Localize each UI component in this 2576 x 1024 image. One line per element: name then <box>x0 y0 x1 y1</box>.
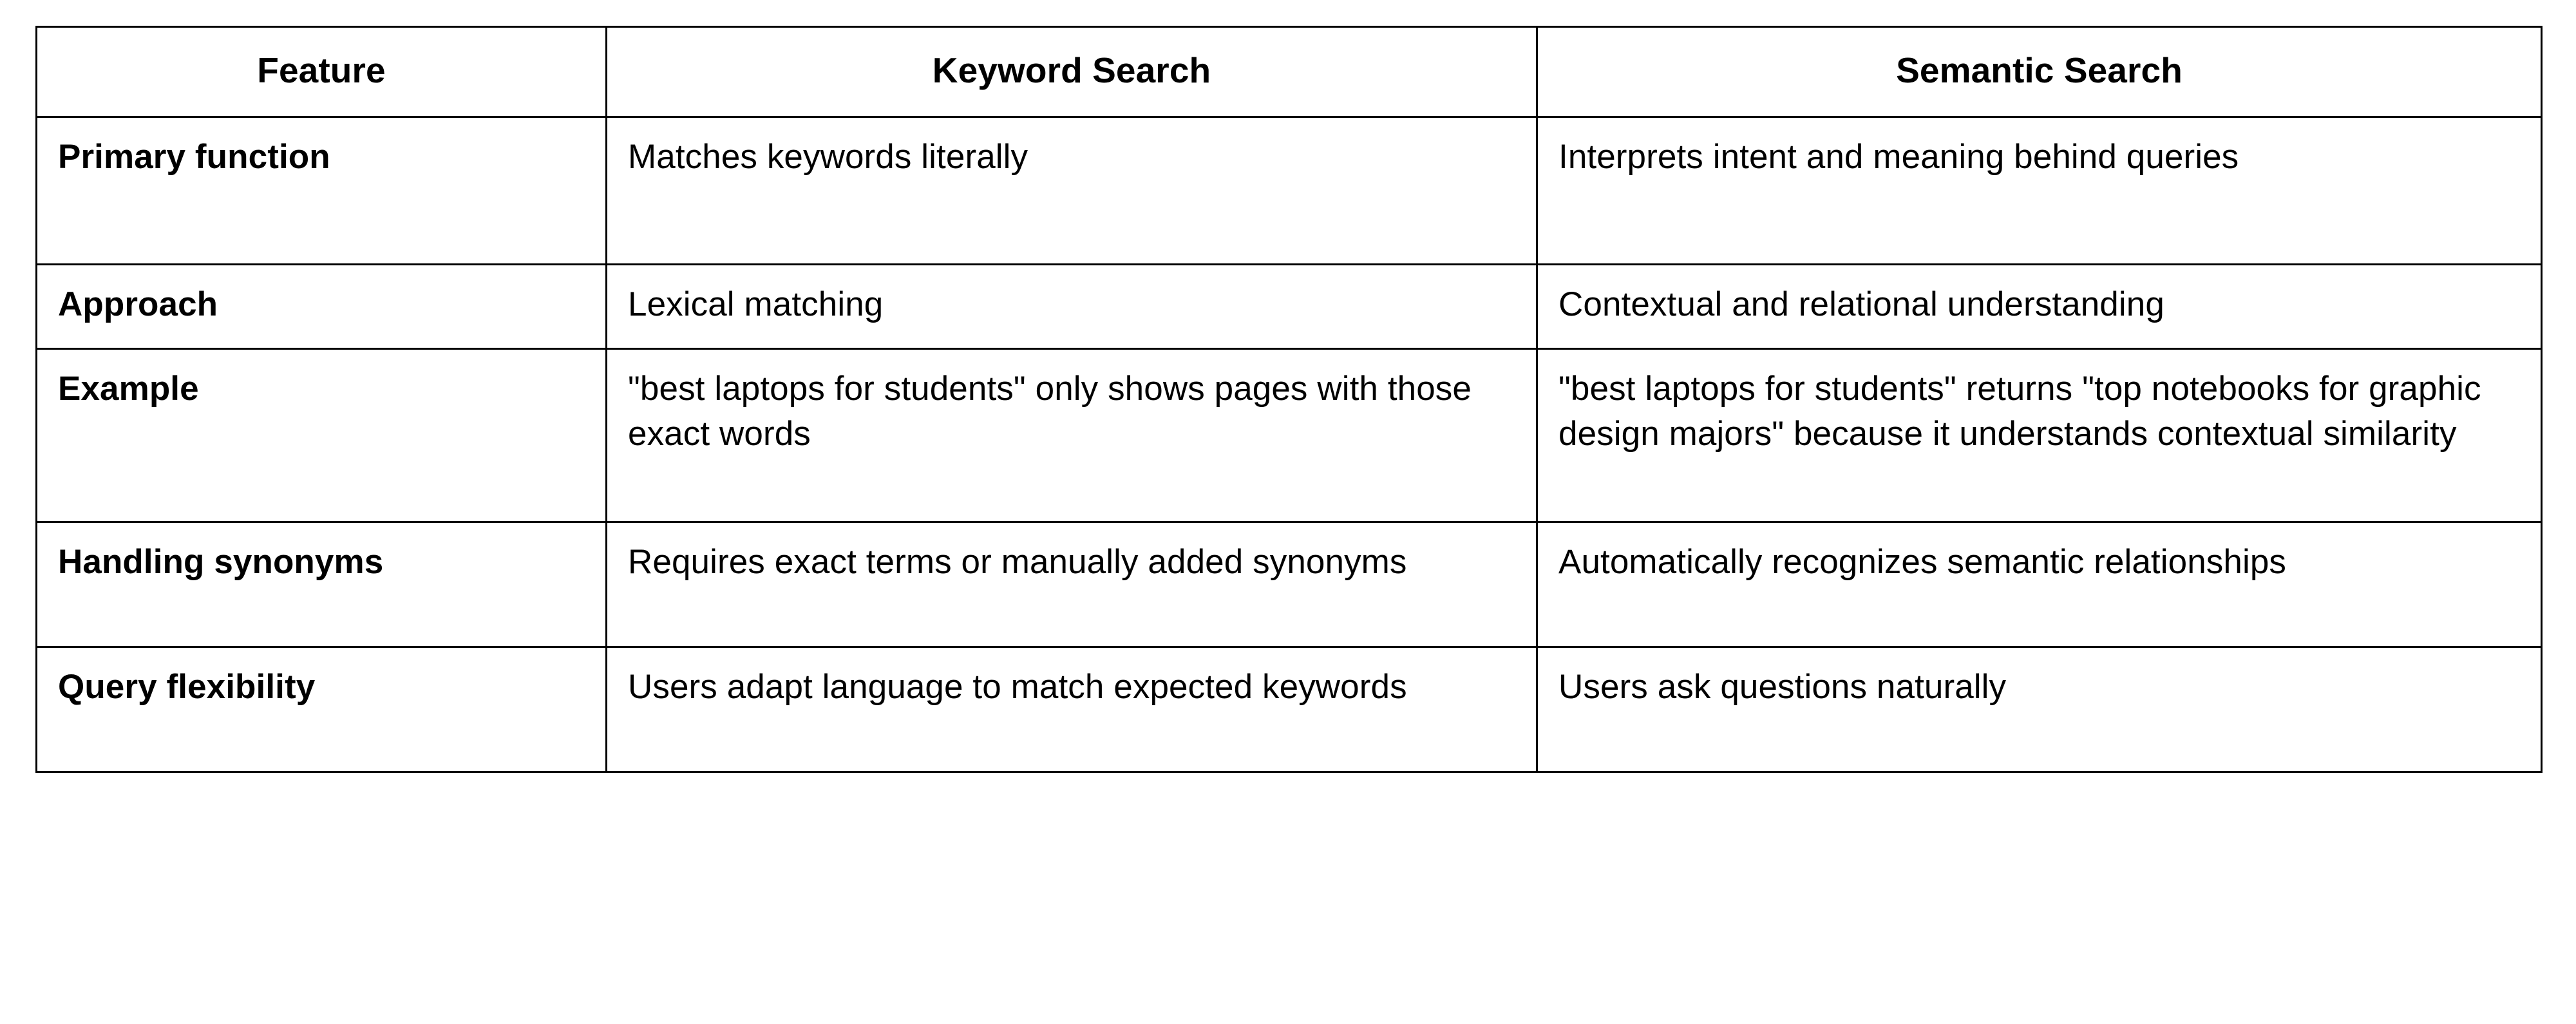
row-header-feature: Query flexibility <box>37 647 607 772</box>
table-row <box>37 348 2542 522</box>
table-row <box>37 117 2542 264</box>
row-header-feature: Handling synonyms <box>37 522 607 647</box>
table-body <box>37 117 2542 772</box>
row-header-feature: Approach <box>37 264 607 348</box>
cell-semantic-search: Automatically recognizes semantic relationships <box>1537 522 2542 647</box>
cell-semantic-search: Contextual and relational understanding <box>1537 264 2542 348</box>
column-header-keyword-search: Keyword Search <box>607 27 1537 117</box>
column-header-semantic-search: Semantic Search <box>1537 27 2542 117</box>
row-header-feature: Primary function <box>37 117 607 264</box>
table-row <box>37 522 2542 647</box>
cell-keyword-search: Lexical matching <box>607 264 1537 348</box>
cell-keyword-search: Requires exact terms or manually added synonyms <box>607 522 1537 647</box>
cell-semantic-search: Interprets intent and meaning behind queries <box>1537 117 2542 264</box>
cell-keyword-search: Users adapt language to match expected keywords <box>607 647 1537 772</box>
cell-keyword-search: "best laptops for students" only shows pages with those exact words <box>607 348 1537 522</box>
cell-semantic-search: "best laptops for students" returns "top notebooks for graphic design majors" because it understands contextual similarity <box>1537 348 2542 522</box>
comparison-table <box>35 26 2543 773</box>
row-header-feature: Example <box>37 348 607 522</box>
table-header-row <box>37 27 2542 117</box>
column-header-feature: Feature <box>37 27 607 117</box>
table-row <box>37 647 2542 772</box>
cell-semantic-search: Users ask questions naturally <box>1537 647 2542 772</box>
table-row <box>37 264 2542 348</box>
cell-keyword-search: Matches keywords literally <box>607 117 1537 264</box>
table-header <box>37 27 2542 117</box>
